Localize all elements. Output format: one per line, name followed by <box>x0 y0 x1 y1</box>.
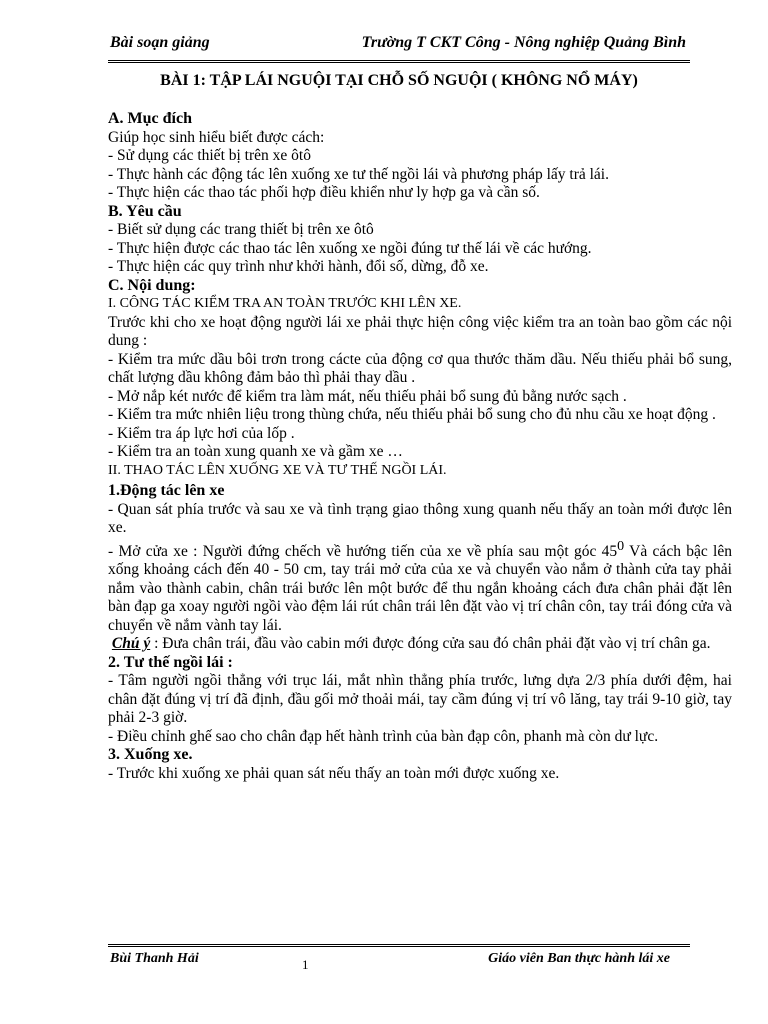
part1-item: - Kiểm tra áp lực hơi của lốp . <box>108 424 295 442</box>
document-body <box>108 110 732 783</box>
footer-author: Bùi Thanh Hải <box>110 951 199 966</box>
header-left-text: Bài soạn giảng <box>110 34 210 51</box>
part1-item: - Mở nắp két nước để kiểm tra làm mát, nếu thiếu phải bổ sung đủ bằng nước sạch . <box>108 387 627 405</box>
section-b-item: - Thực hiện được các thao tác lên xuống xe ngồi đúng tư thế lái về các hướng. <box>108 239 592 257</box>
part1-heading: I. CÔNG TÁC KIỂM TRA AN TOÀN TRƯỚC KHI LÊN XE. <box>108 296 462 311</box>
sub2-item: - Tâm người ngồi thẳng với trục lái, mắt nhìn thẳng phía trước, lưng dựa 2/3 phía dưới đệm, hai chân đặt đúng vị trí đã định, đầu gối mở thoải mái, tay cầm đúng vị trí vô lăng, tay trái 9-10 giờ, tay phải 2-3 giờ. <box>108 672 732 727</box>
part2-heading: II. THAO TÁC LÊN XUỐNG XE VÀ TƯ THẾ NGỒI LÁI. <box>108 462 447 478</box>
section-a-intro: Giúp học sinh hiểu biết được cách: <box>108 128 325 146</box>
section-a-item: - Thực hành các động tác lên xuống xe tư thế ngồi lái và phương pháp lấy trả lái. <box>108 165 609 183</box>
lesson-title: BÀI 1: TẬP LÁI NGUỘI TẠI CHỖ SỐ NGUỘI ( KHÔNG NỔ MÁY) <box>160 72 638 89</box>
sub3-item: - Trước khi xuống xe phải quan sát nếu thấy an toàn mới được xuống xe. <box>108 764 560 782</box>
part1-item: - Kiểm tra mức nhiên liệu trong thùng chứa, nếu thiếu phải bổ sung cho đủ nhu cầu xe hoạt động . <box>108 406 716 423</box>
section-c-heading: C. Nội dung: <box>108 276 196 294</box>
note-text: : Đưa chân trái, đầu vào cabin mới được đóng cửa sau đó chân phải đặt vào vị trí chân ga. <box>150 635 711 653</box>
part1-intro: Trước khi cho xe hoạt động người lái xe phải thực hiện công việc kiểm tra an toàn bao gồm các nội dung : <box>108 313 732 349</box>
section-a-item: - Thực hiện các thao tác phối hợp điều khiển như ly hợp ga và cần số. <box>108 184 540 201</box>
sub1-item: - Quan sát phía trước và sau xe và tình trạng giao thông xung quanh nếu thấy an toàn mới được lên xe. <box>108 500 732 536</box>
page-header <box>108 32 690 63</box>
degree-superscript: 0 <box>617 538 625 554</box>
section-a-heading: A. Mục đích <box>108 110 192 127</box>
note-paragraph <box>108 635 732 654</box>
page-footer <box>108 944 690 973</box>
note-label: Chú ý <box>111 635 151 653</box>
section-b-heading: B. Yêu cầu <box>108 202 182 220</box>
part1-item: - Kiểm tra mức dầu bôi trơn trong cácte của động cơ qua thước thăm dầu. Nếu thiếu phải bổ sung, chất lượng dầu không đảm bảo thì phải thay dầu . <box>108 350 732 386</box>
section-b-item: - Biết sử dụng các trang thiết bị trên xe ôtô <box>108 221 374 238</box>
sub2-heading: 2. Tư thế ngồi lái : <box>108 653 233 671</box>
sub1-door-text: - Mở cửa xe : Người đứng chếch về hướng tiến của xe về phía sau một góc 45 <box>108 542 618 560</box>
sub1-door-text-cont: Và cách bậc lên xống khoảng cách đến 40 - 50 cm, tay trái mở cửa của xe và chuyển vào nắm ở thành cửa tay phải nắm vào thành cabin, chân trái bước lên một bước để thu ngắn khoảng cách đưa chân phải đặt lên bàn đạp ga xoay người ngồi vào đệm lái rút chân trái lên đặt vào vị trí chân côn, tay trái đóng cửa và chuyển về nắm vành tay lái. <box>108 542 732 634</box>
page-number: 1 <box>302 957 309 972</box>
sub1-heading: 1.Động tác lên xe <box>108 482 225 499</box>
section-a-item: - Sử dụng các thiết bị trên xe ôtô <box>108 147 311 164</box>
part1-item: - Kiểm tra an toàn xung quanh xe và gầm xe … <box>108 443 403 460</box>
section-b-item: - Thực hiện các quy trình như khởi hành, đổi số, dừng, đỗ xe. <box>108 258 489 275</box>
sub1-door-paragraph <box>108 538 732 636</box>
sub3-heading: 3. Xuống xe. <box>108 746 193 764</box>
sub2-item: - Điều chỉnh ghế sao cho chân đạp hết hành trình của bàn đạp côn, phanh mà còn dư lực. <box>108 727 659 745</box>
footer-role: Giáo viên Ban thực hành lái xe <box>488 951 670 966</box>
header-right-text: Trường T CKT Công - Nông nghiệp Quảng Bình <box>361 34 686 51</box>
